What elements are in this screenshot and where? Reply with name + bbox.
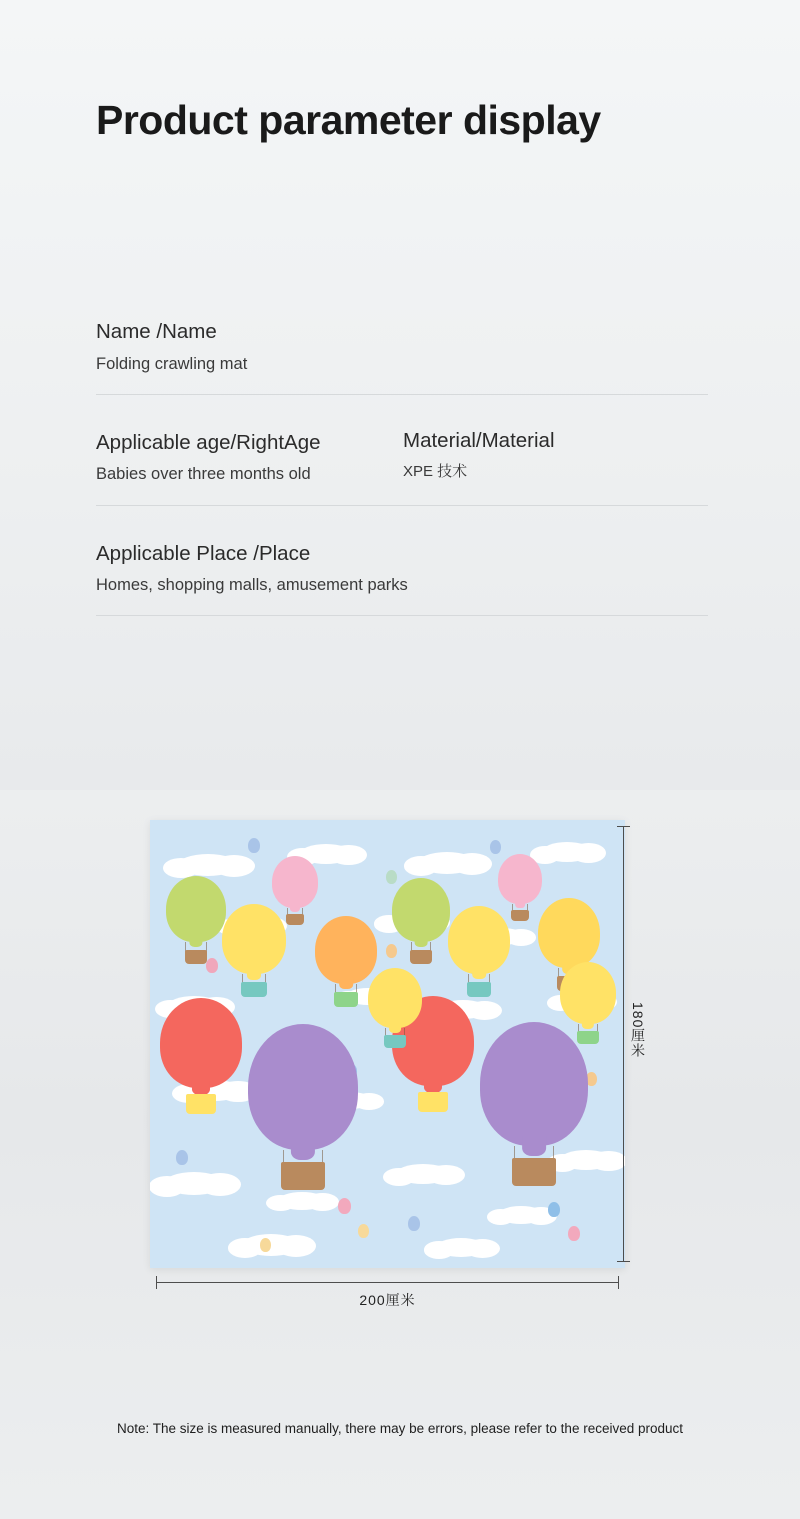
spec-value-place: Homes, shopping malls, amusement parks [96, 576, 408, 595]
small-balloon-icon [358, 1224, 369, 1238]
spec-label-material: Material/Material [403, 428, 555, 452]
spec-label-place: Applicable Place /Place [96, 541, 311, 565]
small-balloon-icon [260, 1238, 271, 1252]
cloud-icon [542, 842, 592, 862]
spec-list [96, 318, 708, 616]
small-balloon-icon [490, 840, 501, 854]
balloon-purple-flags [248, 1024, 358, 1194]
mat-diagram [150, 820, 646, 1308]
width-dimension-label: 200厘米 [359, 1292, 416, 1308]
page-title: Product parameter display [96, 97, 601, 143]
balloon-green [166, 876, 226, 964]
cloud-icon [418, 852, 476, 874]
cloud-icon [178, 854, 238, 876]
balloon-red-star [160, 998, 242, 1118]
spec-col-material [401, 429, 706, 487]
spec-row-name [96, 318, 708, 395]
cloud-icon [164, 1172, 224, 1195]
dimension-line-horizontal [156, 1282, 619, 1283]
cloud-icon [396, 1164, 450, 1184]
small-balloon-icon [548, 1202, 560, 1217]
balloon-green-2 [392, 878, 450, 964]
spec-col-age [96, 429, 401, 487]
balloon-pink-stripe-2 [498, 854, 542, 922]
cloud-icon [278, 1192, 326, 1210]
small-balloon-icon [248, 838, 260, 853]
dimension-section [0, 790, 800, 1519]
spec-label-name: Name /Name [96, 320, 217, 343]
cloud-icon [436, 1238, 486, 1257]
spec-value-age: Babies over three months old [96, 465, 311, 484]
balloon-purple-flags-2 [480, 1022, 588, 1190]
height-dimension [606, 820, 646, 1268]
spec-label-age: Applicable age/RightAge [96, 430, 321, 454]
dimension-line-vertical [623, 826, 624, 1262]
dimension-cap-right [618, 1276, 619, 1289]
spec-value-material: XPE 技术 [403, 462, 468, 480]
dimension-cap-bottom [617, 1261, 630, 1262]
mat-image [150, 820, 625, 1268]
measurement-note: Note: The size is measured manually, there may be errors, please refer to the received product [116, 1421, 684, 1436]
spec-row-age-material [96, 429, 708, 506]
width-dimension [150, 1272, 625, 1312]
spec-row-place [96, 540, 708, 617]
small-balloon-icon [176, 1150, 188, 1165]
small-balloon-icon [338, 1198, 351, 1214]
cloud-icon [242, 1234, 300, 1256]
small-balloon-icon [568, 1226, 580, 1241]
balloon-pink-stripe [272, 856, 318, 926]
cloud-icon [498, 1206, 544, 1224]
balloon-teal-small [368, 968, 422, 1048]
small-balloon-icon [408, 1216, 420, 1231]
height-dimension-label: 180厘米 [630, 1002, 646, 1059]
spec-value-name: Folding crawling mat [96, 354, 248, 373]
